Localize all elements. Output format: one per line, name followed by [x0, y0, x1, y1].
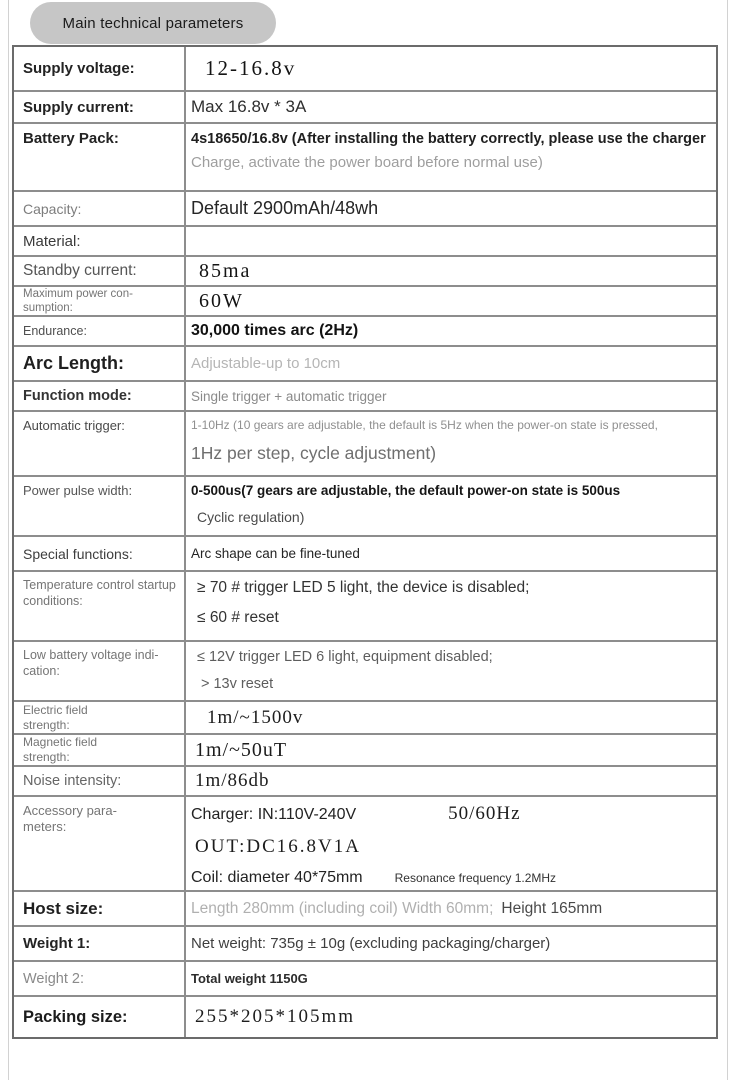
- row-label: Standby current:: [14, 257, 186, 285]
- row-label: Arc Length:: [14, 347, 186, 380]
- page-border-left: [8, 0, 9, 1080]
- row-value: Net weight: 735g ± 10g (excluding packaging/charger): [191, 935, 551, 952]
- row-value: ≥ 70 # trigger LED 5 light, the device is disabled; ≤ 60 # reset: [197, 579, 530, 627]
- table-row-automatic-trigger: [14, 412, 716, 477]
- table-row-weight-2: [14, 962, 716, 997]
- table-row-packing-size: [14, 997, 716, 1037]
- row-label: Low battery voltage indi- cation:: [14, 642, 186, 700]
- row-label: Noise intensity:: [14, 767, 186, 795]
- table-row-capacity: [14, 192, 716, 227]
- row-value: [186, 892, 716, 925]
- row-value: 85ma: [199, 259, 252, 282]
- table-row-low-battery-indication: [14, 642, 716, 702]
- table-row-weight-1: [14, 927, 716, 962]
- table-row-electric-field-strength: [14, 702, 716, 735]
- row-label: Material:: [14, 227, 186, 255]
- row-label: Automatic trigger:: [14, 412, 186, 475]
- row-label: Capacity:: [14, 192, 186, 225]
- section-tab: [30, 2, 276, 44]
- table-row-material: [14, 227, 716, 257]
- charger-input-line: Charger: IN:110V-240V 50/60Hz: [191, 803, 521, 824]
- row-value: 1m/86db: [195, 770, 270, 791]
- table-row-function-mode: [14, 382, 716, 412]
- row-value: Total weight 1150G: [191, 971, 308, 986]
- section-tab-label: Main technical parameters: [62, 14, 244, 32]
- table-row-supply-current: [14, 92, 716, 124]
- row-value: 0-500us(7 gears are adjustable, the default power-on state is 500us Cyclic regulation): [191, 483, 621, 525]
- row-value: 1m/~1500v: [207, 706, 304, 728]
- row-value: Max 16.8v * 3A: [191, 97, 307, 116]
- table-row-noise-intensity: [14, 767, 716, 797]
- row-value: [186, 227, 716, 255]
- table-row-battery-pack: [14, 124, 716, 192]
- row-label: Packing size:: [14, 997, 186, 1037]
- row-label: Endurance:: [14, 317, 186, 345]
- table-row-endurance: [14, 317, 716, 347]
- table-row-arc-length: [14, 347, 716, 382]
- row-label: Supply current:: [14, 92, 186, 122]
- table-row-max-power-consumption: [14, 287, 716, 317]
- row-label: Magnetic field strength:: [14, 735, 186, 765]
- coil-line: Coil: diameter 40*75mm Resonance frequency 1.2MHz: [191, 868, 557, 886]
- table-row-magnetic-field-strength: [14, 735, 716, 767]
- row-value: 60W: [199, 289, 244, 312]
- row-value: ≤ 12V trigger LED 6 light, equipment disabled; > 13v reset: [197, 649, 493, 693]
- row-value: 4s18650/16.8v (After installing the battery correctly, please use the charger Charge, activate the power board before normal use): [191, 131, 706, 172]
- table-row-power-pulse-width: [14, 477, 716, 537]
- table-row-special-functions: [14, 537, 716, 572]
- row-value: 12-16.8v: [205, 56, 297, 80]
- table-row-supply-voltage: [14, 47, 716, 92]
- row-label: Host size:: [14, 892, 186, 925]
- row-value: Single trigger + automatic trigger: [191, 388, 387, 404]
- spec-table: [12, 45, 718, 1039]
- row-label: Maximum power con- sumption:: [14, 287, 186, 315]
- row-value: Adjustable-up to 10cm: [191, 355, 341, 372]
- row-label: Electric field strength:: [14, 702, 186, 733]
- row-label: Weight 2:: [14, 962, 186, 995]
- page-border-right: [727, 0, 728, 1080]
- row-label: Special functions:: [14, 537, 186, 570]
- row-value: 1m/~50uT: [195, 738, 288, 761]
- row-value: Default 2900mAh/48wh: [191, 198, 379, 218]
- table-row-temperature-control: [14, 572, 716, 642]
- table-row-standby-current: [14, 257, 716, 287]
- row-label: Supply voltage:: [14, 47, 186, 90]
- row-value: 255*205*105mm: [195, 1006, 356, 1027]
- row-value: 30,000 times arc (2Hz): [191, 322, 359, 339]
- host-size-line: Length 280mm (including coil) Width 60mm; Height 165mm: [191, 899, 603, 917]
- row-label: Power pulse width:: [14, 477, 186, 535]
- row-value: 1-10Hz (10 gears are adjustable, the default is 5Hz when the power-on state is pressed, 1Hz per step, cycle adjustment): [191, 418, 658, 463]
- row-label: Temperature control startup conditions:: [14, 572, 186, 640]
- row-label: Weight 1:: [14, 927, 186, 960]
- table-row-host-size: [14, 892, 716, 927]
- row-value: Arc shape can be fine-tuned: [191, 546, 360, 561]
- row-label: Battery Pack:: [14, 124, 186, 190]
- row-label: Accessory para- meters:: [14, 797, 186, 890]
- table-row-accessory-parameters: [14, 797, 716, 892]
- row-label: Function mode:: [14, 382, 186, 410]
- row-value: Charger: IN:110V-240V 50/60Hz OUT:DC16.8V1A Coil: diameter 40*75mm Resonance frequency 1.2MHz: [186, 797, 716, 890]
